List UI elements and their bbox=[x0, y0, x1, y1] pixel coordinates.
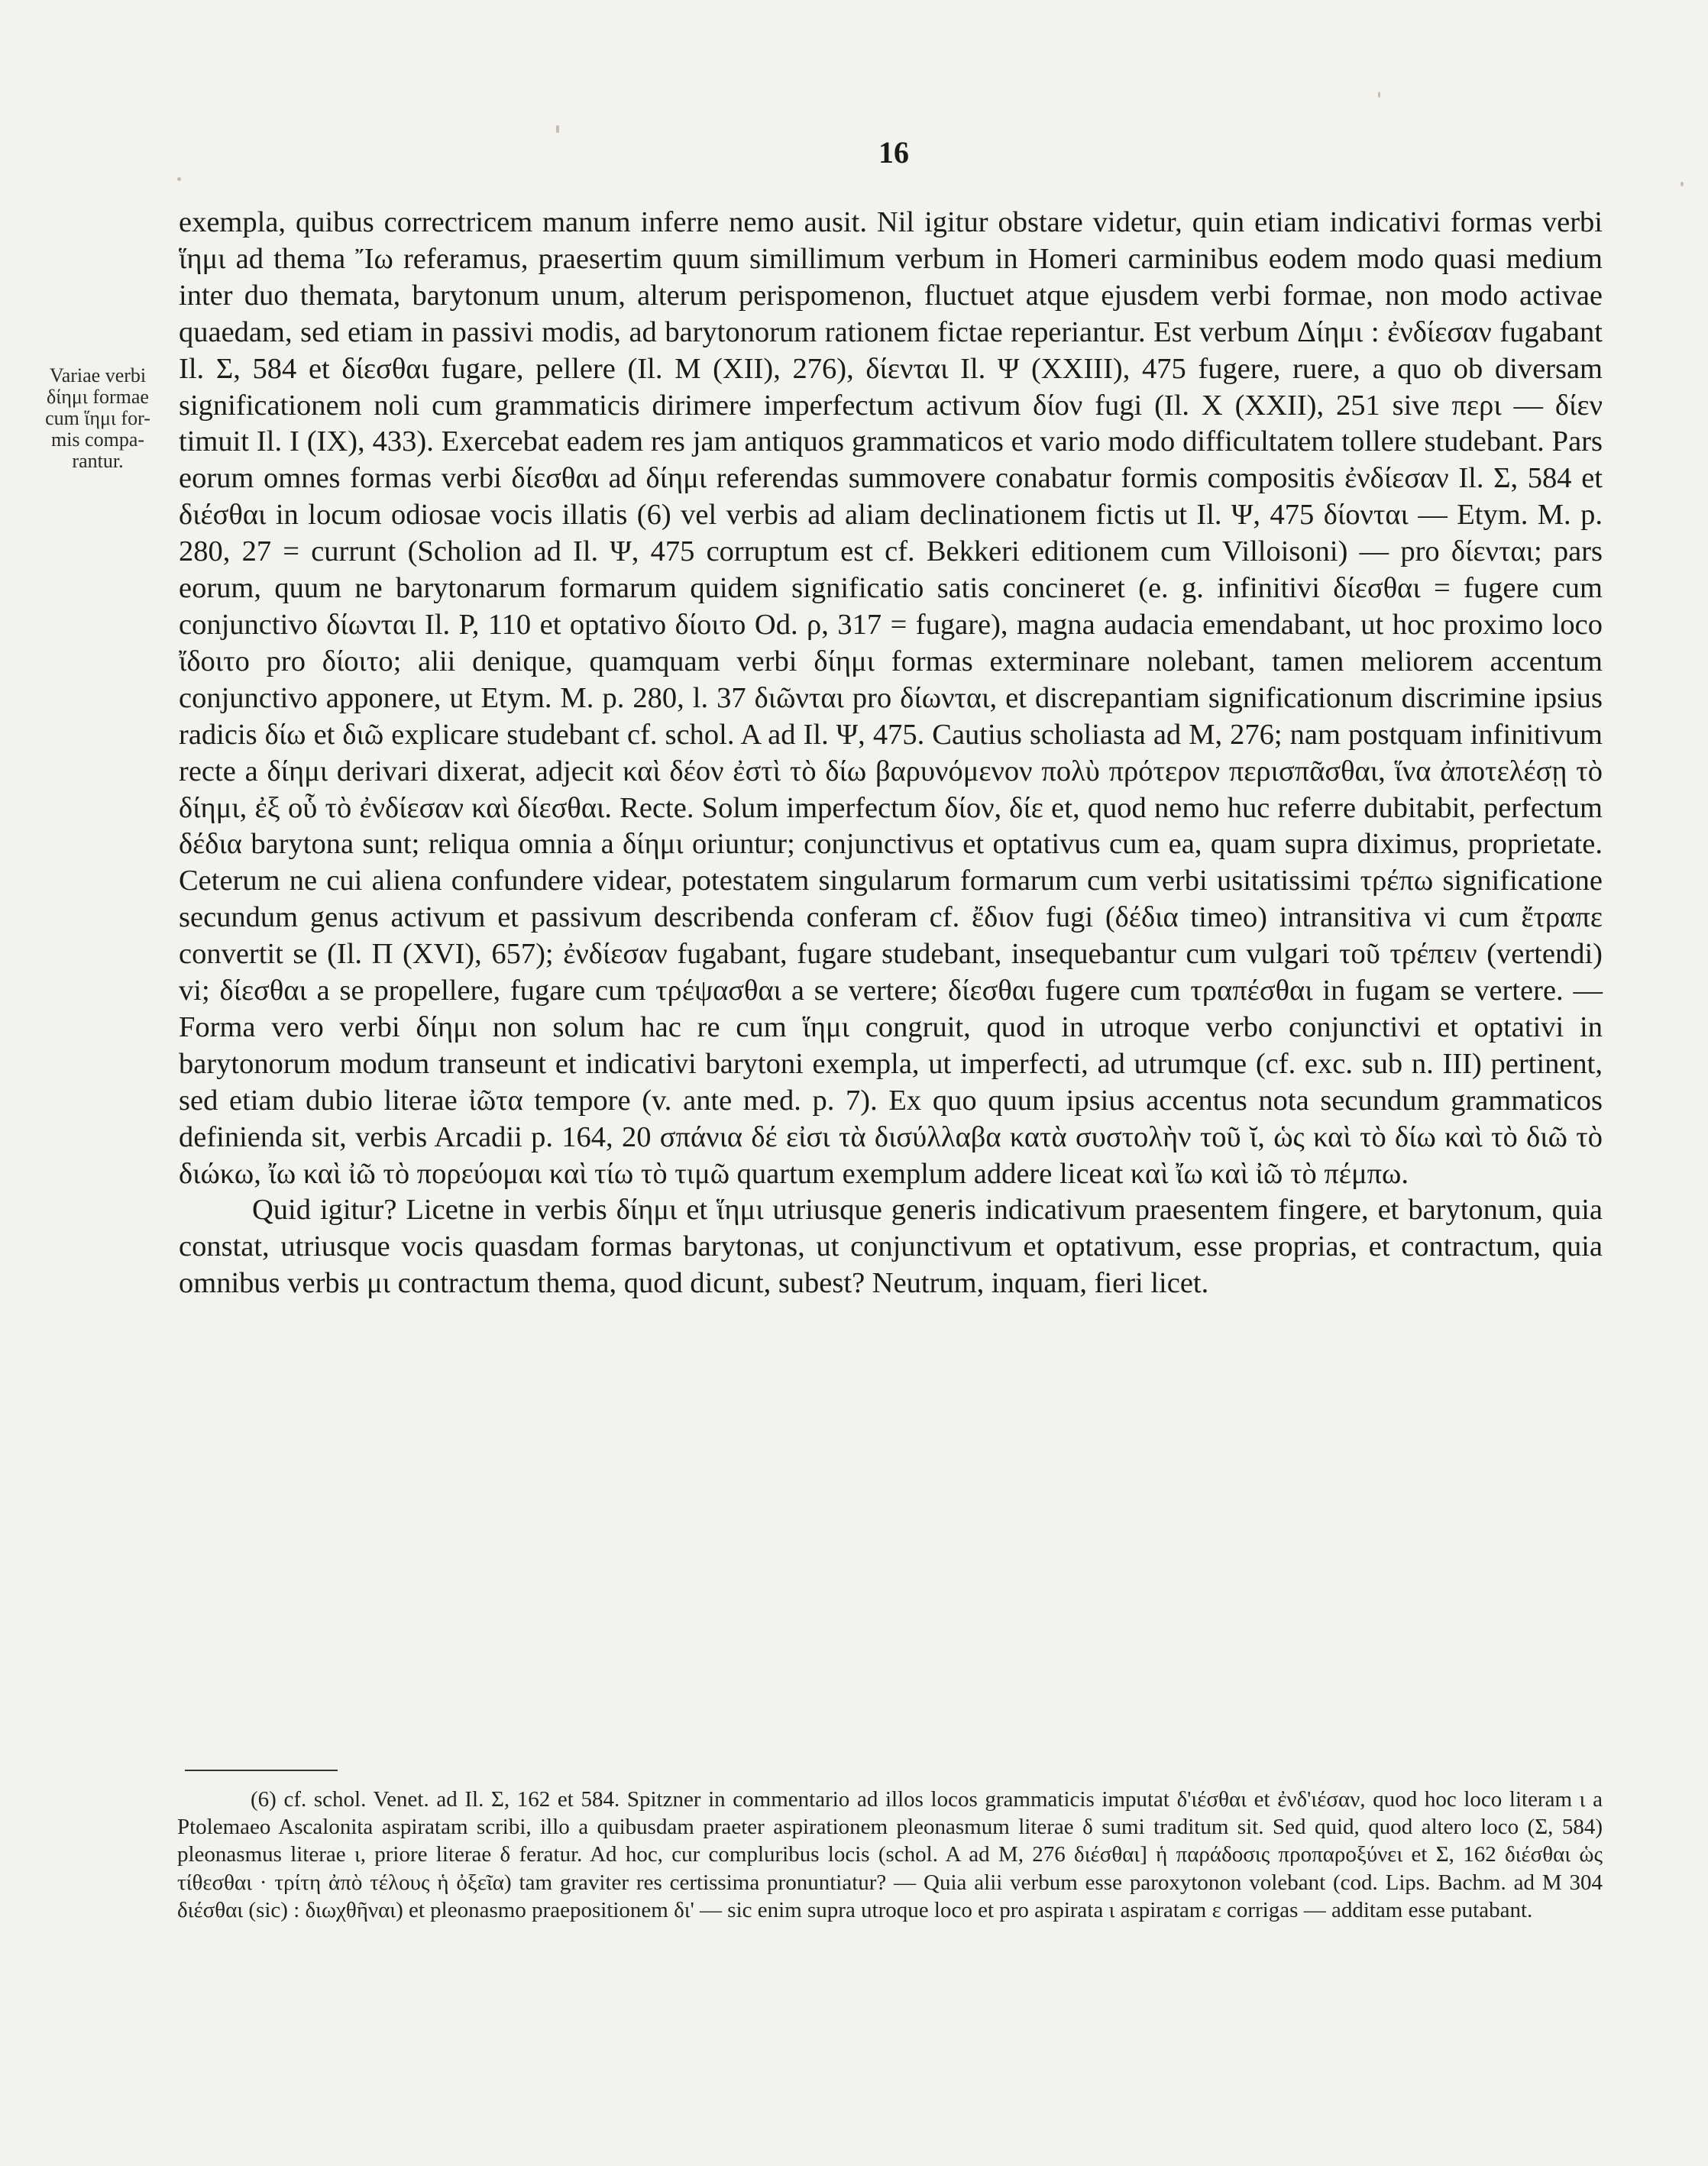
footnote-divider bbox=[185, 1770, 338, 1771]
paper-spot bbox=[177, 177, 181, 181]
footnote bbox=[177, 1786, 1603, 1924]
body-paragraph: Quid igitur? Licetne in verbis δίημι et ἵημι utriusque generis indicativum praesentem fingere, et barytonum, quia constat, utriusque vocis quasdam formas barytonas, ut conjunctivum et optativum, esse proprias, et contractum, quia omnibus verbis μι contractum thema, quod dicunt, subest? Neutrum, inquam, fieri licet. bbox=[179, 1194, 1603, 1300]
paper-spot bbox=[556, 125, 559, 133]
body-paragraph: exempla, quibus correctricem manum inferre nemo ausit. Nil igitur obstare videtur, quin etiam indicativi formas verbi ἵημι ad thema Ἴω referamus, praesertim quum simillimum verbum in Homeri carminibus eodem modo quasi medium inter duo themata, barytonum unum, alterum perispomenon, fluctuet atque ejusdem verbi formae, non modo activae quaedam, sed etiam in passivi modis, ad barytonorum rationem fictae reperiantur. Est verbum Δίημι : ἐνδίεσαν fugabant Il. Σ, 584 et δίεσθαι fugare, pellere (Il. M (XII), 276), δίενται Il. Ψ (XXIII), 475 fugere, ruere, a quo ob diversam significationem noli cum grammaticis dirimere imperfectum activum δίον fugi (Il. X (XXII), 251 sive περι — δίεν timuit Il. I (IX), 433). Exercebat eadem res jam antiquos grammaticos et vario modo difficultatem tollere studebant. Pars eorum omnes formas verbi δίεσθαι ad δίημι referendas summovere conabatur formis compositis ἐνδίεσαν Il. Σ, 584 et διέσθαι in locum odiosae vocis illatis (6) vel verbis ad aliam declinationem fictis ut Il. Ψ, 475 δίονται — Etym. M. p. 280, 27 = currunt (Scholion ad Il. Ψ, 475 corruptum est cf. Bekkeri editionem cum Villoisoni) — pro δίενται; pars eorum, quum ne barytonarum formarum quidem significatio satis concineret (e. g. infinitivi δίεσθαι = fugere cum conjunctivo δίωνται Il. P, 110 et optativo δίοιτο Od. ρ, 317 = fugare), magna audacia emendabant, ut hoc proximo loco ἴδοιτο pro δίοιτο; alii denique, quamquam verbi δίημι formas exterminare nolebant, tamen meliorem accentum conjunctivo apponere, ut Etym. M. p. 280, l. 37 διῶνται pro δίωνται, et discrepantiam significationum discrimine ipsius radicis δίω et διῶ explicare studebant cf. schol. A ad Il. Ψ, 475. Cautius scholiasta ad M, 276; nam postquam infinitivum recte a δίημι derivari dixerat, adjecit καὶ δέον ἐστὶ τὸ δίω βαρυνόμενον πολὺ πρότερον περισπᾶσθαι, ἵνα ἀποτελέσῃ τὸ δίημι, ἐξ οὗ τὸ ἐνδίεσαν καὶ δίεσθαι. Recte. Solum imperfectum δίον, δίε et, quod nemo huc referre dubitabit, perfectum δέδια barytona sunt; reliqua omnia a δίημι oriuntur; conjunctivus et optativus cum ea, quam supra diximus, proprietate. Ceterum ne cui aliena confundere videar, potestatem singularum formarum cum verbi usitatissimi τρέπω significatione secundum genus activum et passivum describenda conferam cf. ἔδιον fugi (δέδια timeo) intransitiva vi cum ἔτραπε convertit se (Il. Π (XVI), 657); ἐνδίεσαν fugabant, fugare studebant, insequebantur cum vulgari τοῦ τρέπειν (vertendi) vi; δίεσθαι a se propellere, fugare cum τρέψασθαι a se vertere; δίεσθαι fugere cum τραπέσθαι in fugam se vertere. — Forma vero verbi δίημι non solum hac re cum ἵημι congruit, quod in utroque verbo conjunctivi et optativi in barytonorum modum transeunt et indicativi barytoni exempla, ut imperfecti, ad utrumque (cf. exc. sub n. III) pertinent, sed etiam dubio literae ἰῶτα tempore (v. ante med. p. 7). Ex quo quum ipsius accentus nota secundum grammaticos definienda sit, verbis Arcadii p. 164, 20 σπάνια δέ εἰσι τὰ δισύλλαβα κατὰ συστολὴν τοῦ ῐ, ὡς καὶ τὸ δίω καὶ τὸ διῶ τὸ διώκω, ἴω καὶ ἰῶ τὸ πορεύομαι καὶ τίω τὸ τιμῶ quartum exemplum addere liceat καὶ ἴω καὶ ἰῶ τὸ πέμπω. bbox=[179, 206, 1603, 1190]
margin-note bbox=[21, 365, 174, 472]
paper-spot bbox=[1378, 92, 1380, 98]
margin-note-line: Variae verbi bbox=[49, 364, 147, 386]
footnote-text: (6) cf. schol. Venet. ad Il. Σ, 162 et 584. Spitzner in commentario ad illos locos grammaticis imputat δ'ιέσθαι et ἐνδ'ιέσαν, quod hoc loco literam ι a Ptolemaeo Ascalonita aspiratam scribi, illo a quibusdam praeter aspirationem pleonasmum literae δ sumi traditum sit. Sed quid, quod altero loco (Σ, 584) pleonasmus literae ι, priore literae δ feratur. Ad hoc, cur compluribus locis (schol. A ad M, 276 διέσθαι] ἡ παράδοσις προπαροξύνει et Σ, 162 διέσθαι ὡς τίθεσθαι · τρίτη ἀπὸ τέλους ἡ ὀξεῖα) tam graviter res certissima pronuntiatur? — Quia alii verbum esse paroxytonon volebant (cod. Lips. Bachm. ad M 304 διέσθαι (sic) : διωχθῆναι) et pleonasmo praepositionem δι' — sic enim supra utroque loco et pro aspirata ι aspiratam ε corrigas — additam esse putabant. bbox=[177, 1787, 1603, 1922]
main-text bbox=[179, 205, 1603, 1302]
page-number: 16 bbox=[878, 135, 909, 170]
margin-note-line: δίημι formae bbox=[47, 386, 149, 408]
margin-note-line: rantur. bbox=[72, 450, 124, 472]
paper-spot bbox=[1681, 182, 1684, 186]
margin-note-line: mis compa- bbox=[50, 428, 145, 451]
margin-note-line: cum ἵημι for- bbox=[45, 407, 150, 429]
